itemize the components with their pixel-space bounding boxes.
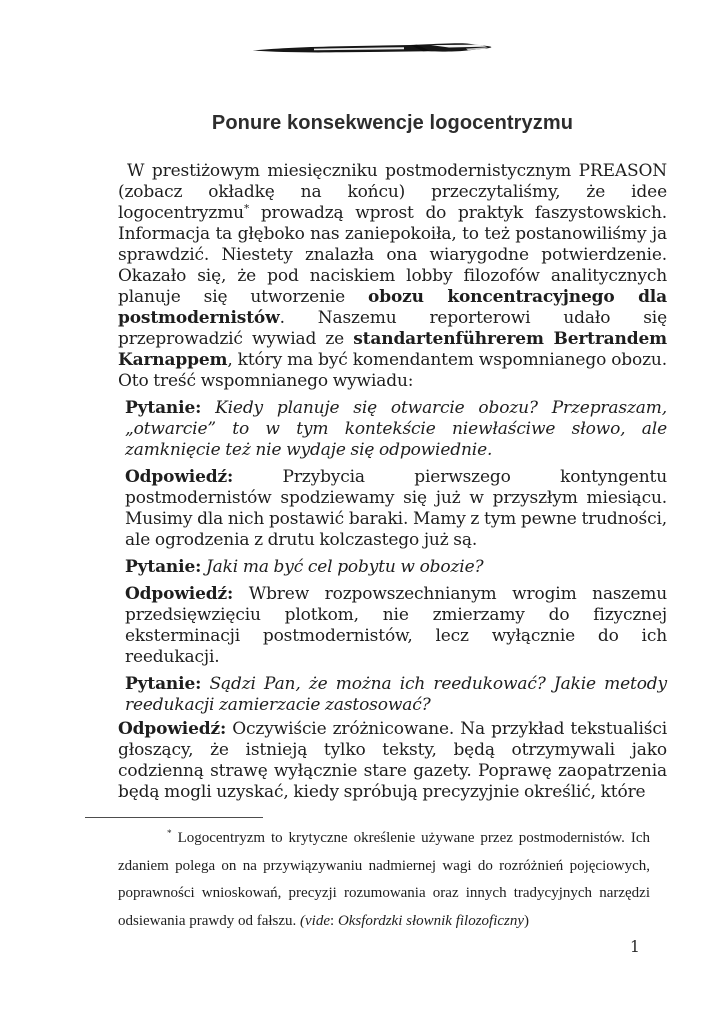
paragraph-answer: Odpowiedź: Przybycia pierwszego kontyngentu postmodernistów spodziewamy się już w przyszłym miesiącu. Musimy dla nich postawić baraki. Mamy z tym pewne trudności, ale ogrodzenia z drutu kolczastego już są. [125,467,667,550]
paragraph-answer: Odpowiedź: Wbrew rozpowszechnianym wrogim naszemu przedsięwzięciu plotkom, nie zmierzamy do fizycznej eksterminacji postmodernistów, lecz wyłącznie do ich reedukacji. [125,584,667,667]
page-number: 1 [630,938,640,956]
footnote [118,817,650,935]
article-body [118,161,667,803]
paragraph-question: Pytanie: Kiedy planuje się otwarcie obozu? Przepraszam, „otwarcie” to w tym kontekście niewłaściwe słowo, ale zamknięcie też nie wydaje się odpowiednie. [125,398,667,460]
paragraph-question: Pytanie: Sądzi Pan, że można ich reedukować? Jakie metody reedukacji zamierzacie zastosować? [125,674,667,715]
paragraph-intro: W prestiżowym miesięczniku postmodernistycznym PREASON (zobacz okładkę na końcu) przeczytaliśmy, że idee logocentryzmu* prowadzą wprost do praktyk faszystowskich. Informacja ta głęboko nas zaniepokoiła, to też postanowiliśmy ja sprawdzić. Niestety znalazła ona wiarygodne potwierdzenie. Okazało się, że pod naciskiem lobby filozofów analitycznych planuje się utworzenie obozu koncentracyjnego dla postmodernistów. Naszemu reporterowi udało się przeprowadzić wywiad ze standartenführerem Bertrandem Karnappem, który ma być komendantem wspomnianego obozu. Oto treść wspomnianego wywiadu: [118,161,667,391]
paragraph-question: Pytanie: Jaki ma być cel pobytu w obozie? [125,557,484,577]
page-title: Ponure konsekwencje logocentryzmu [211,112,574,134]
footnote-text: * Logocentryzm to krytyczne określenie używane przez postmodernistów. Ich zdaniem polega on na przywiązywaniu nadmiernej wagi do rozróżnień pojęciowych, poprawności wnioskowań, precyzji rozumowania oraz innych tradycyjnych narzędzi odsiewania prawdy od fałszu. (vide: Oksfordzki słownik filozoficzny) [118,829,650,929]
paragraph-answer-flush: Odpowiedź: Oczywiście zróżnicowane. Na przykład tekstualiści głoszący, że istnieją tylko teksty, będą otrzymywali jako codzienną strawę wyłącznie stare gazety. Poprawę zaopatrzenia będą mogli uzyskać, kiedy spróbują precyzyjnie określić, które [118,719,667,802]
text-column [118,0,667,935]
footnote-separator [85,817,263,818]
